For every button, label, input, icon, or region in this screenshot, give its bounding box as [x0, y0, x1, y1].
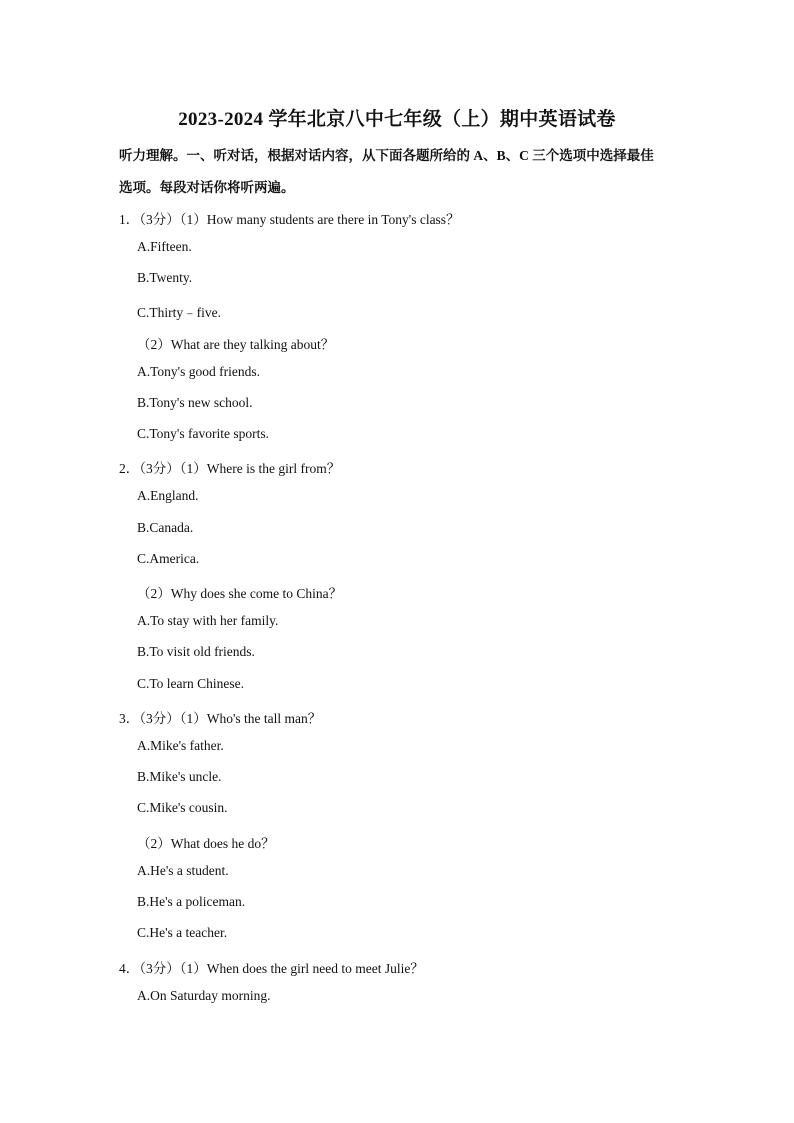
question-1-part-2: （2）What are they talking about？ — [137, 337, 335, 352]
option-2-1-a: A.England. — [137, 488, 199, 503]
option-1-1-b: B.Twenty. — [137, 270, 193, 285]
option-2-2-c: C.To learn Chinese. — [137, 676, 245, 691]
option-1-2-a: A.Tony's good friends. — [137, 364, 260, 379]
option-1-1-c: C.Thirty﹣five. — [137, 305, 221, 320]
option-3-1-b: B.Mike's uncle. — [137, 769, 222, 784]
option-3-2-c: C.He's a teacher. — [137, 925, 228, 940]
question-1: 1．（3分）（1）How many students are there in Tony's class？ — [119, 212, 460, 227]
option-1-2-c: C.Tony's favorite sports. — [137, 426, 269, 441]
question-3: 3．（3分）（1）Who's the tall man？ — [119, 711, 322, 726]
option-2-1-c: C.America. — [137, 551, 200, 566]
section-instructions-line-1: 听力理解。一、听对话，根据对话内容，从下面各题所给的 A、B、C 三个选项中选择最佳 — [119, 148, 654, 163]
option-4-1-a: A.On Saturday morning. — [137, 988, 271, 1003]
question-2-part-2: （2）Why does she come to China？ — [137, 586, 343, 601]
option-3-1-c: C.Mike's cousin. — [137, 800, 228, 815]
question-3-part-2: （2）What does he do？ — [137, 836, 275, 851]
option-2-2-b: B.To visit old friends. — [137, 644, 255, 659]
question-2: 2．（3分）（1）Where is the girl from？ — [119, 461, 341, 476]
option-2-1-b: B.Canada. — [137, 520, 194, 535]
option-3-2-b: B.He's a policeman. — [137, 894, 246, 909]
section-instructions-line-2: 选项。每段对话你将听两遍。 — [119, 180, 295, 195]
option-3-2-a: A.He's a student. — [137, 863, 229, 878]
page-title: 2023-2024 学年北京八中七年级（上）期中英语试卷 — [178, 109, 616, 130]
option-2-2-a: A.To stay with her family. — [137, 613, 279, 628]
option-1-1-a: A.Fifteen. — [137, 239, 192, 254]
option-3-1-a: A.Mike's father. — [137, 738, 224, 753]
question-4: 4．（3分）（1）When does the girl need to meet Julie？ — [119, 961, 424, 976]
option-1-2-b: B.Tony's new school. — [137, 395, 253, 410]
